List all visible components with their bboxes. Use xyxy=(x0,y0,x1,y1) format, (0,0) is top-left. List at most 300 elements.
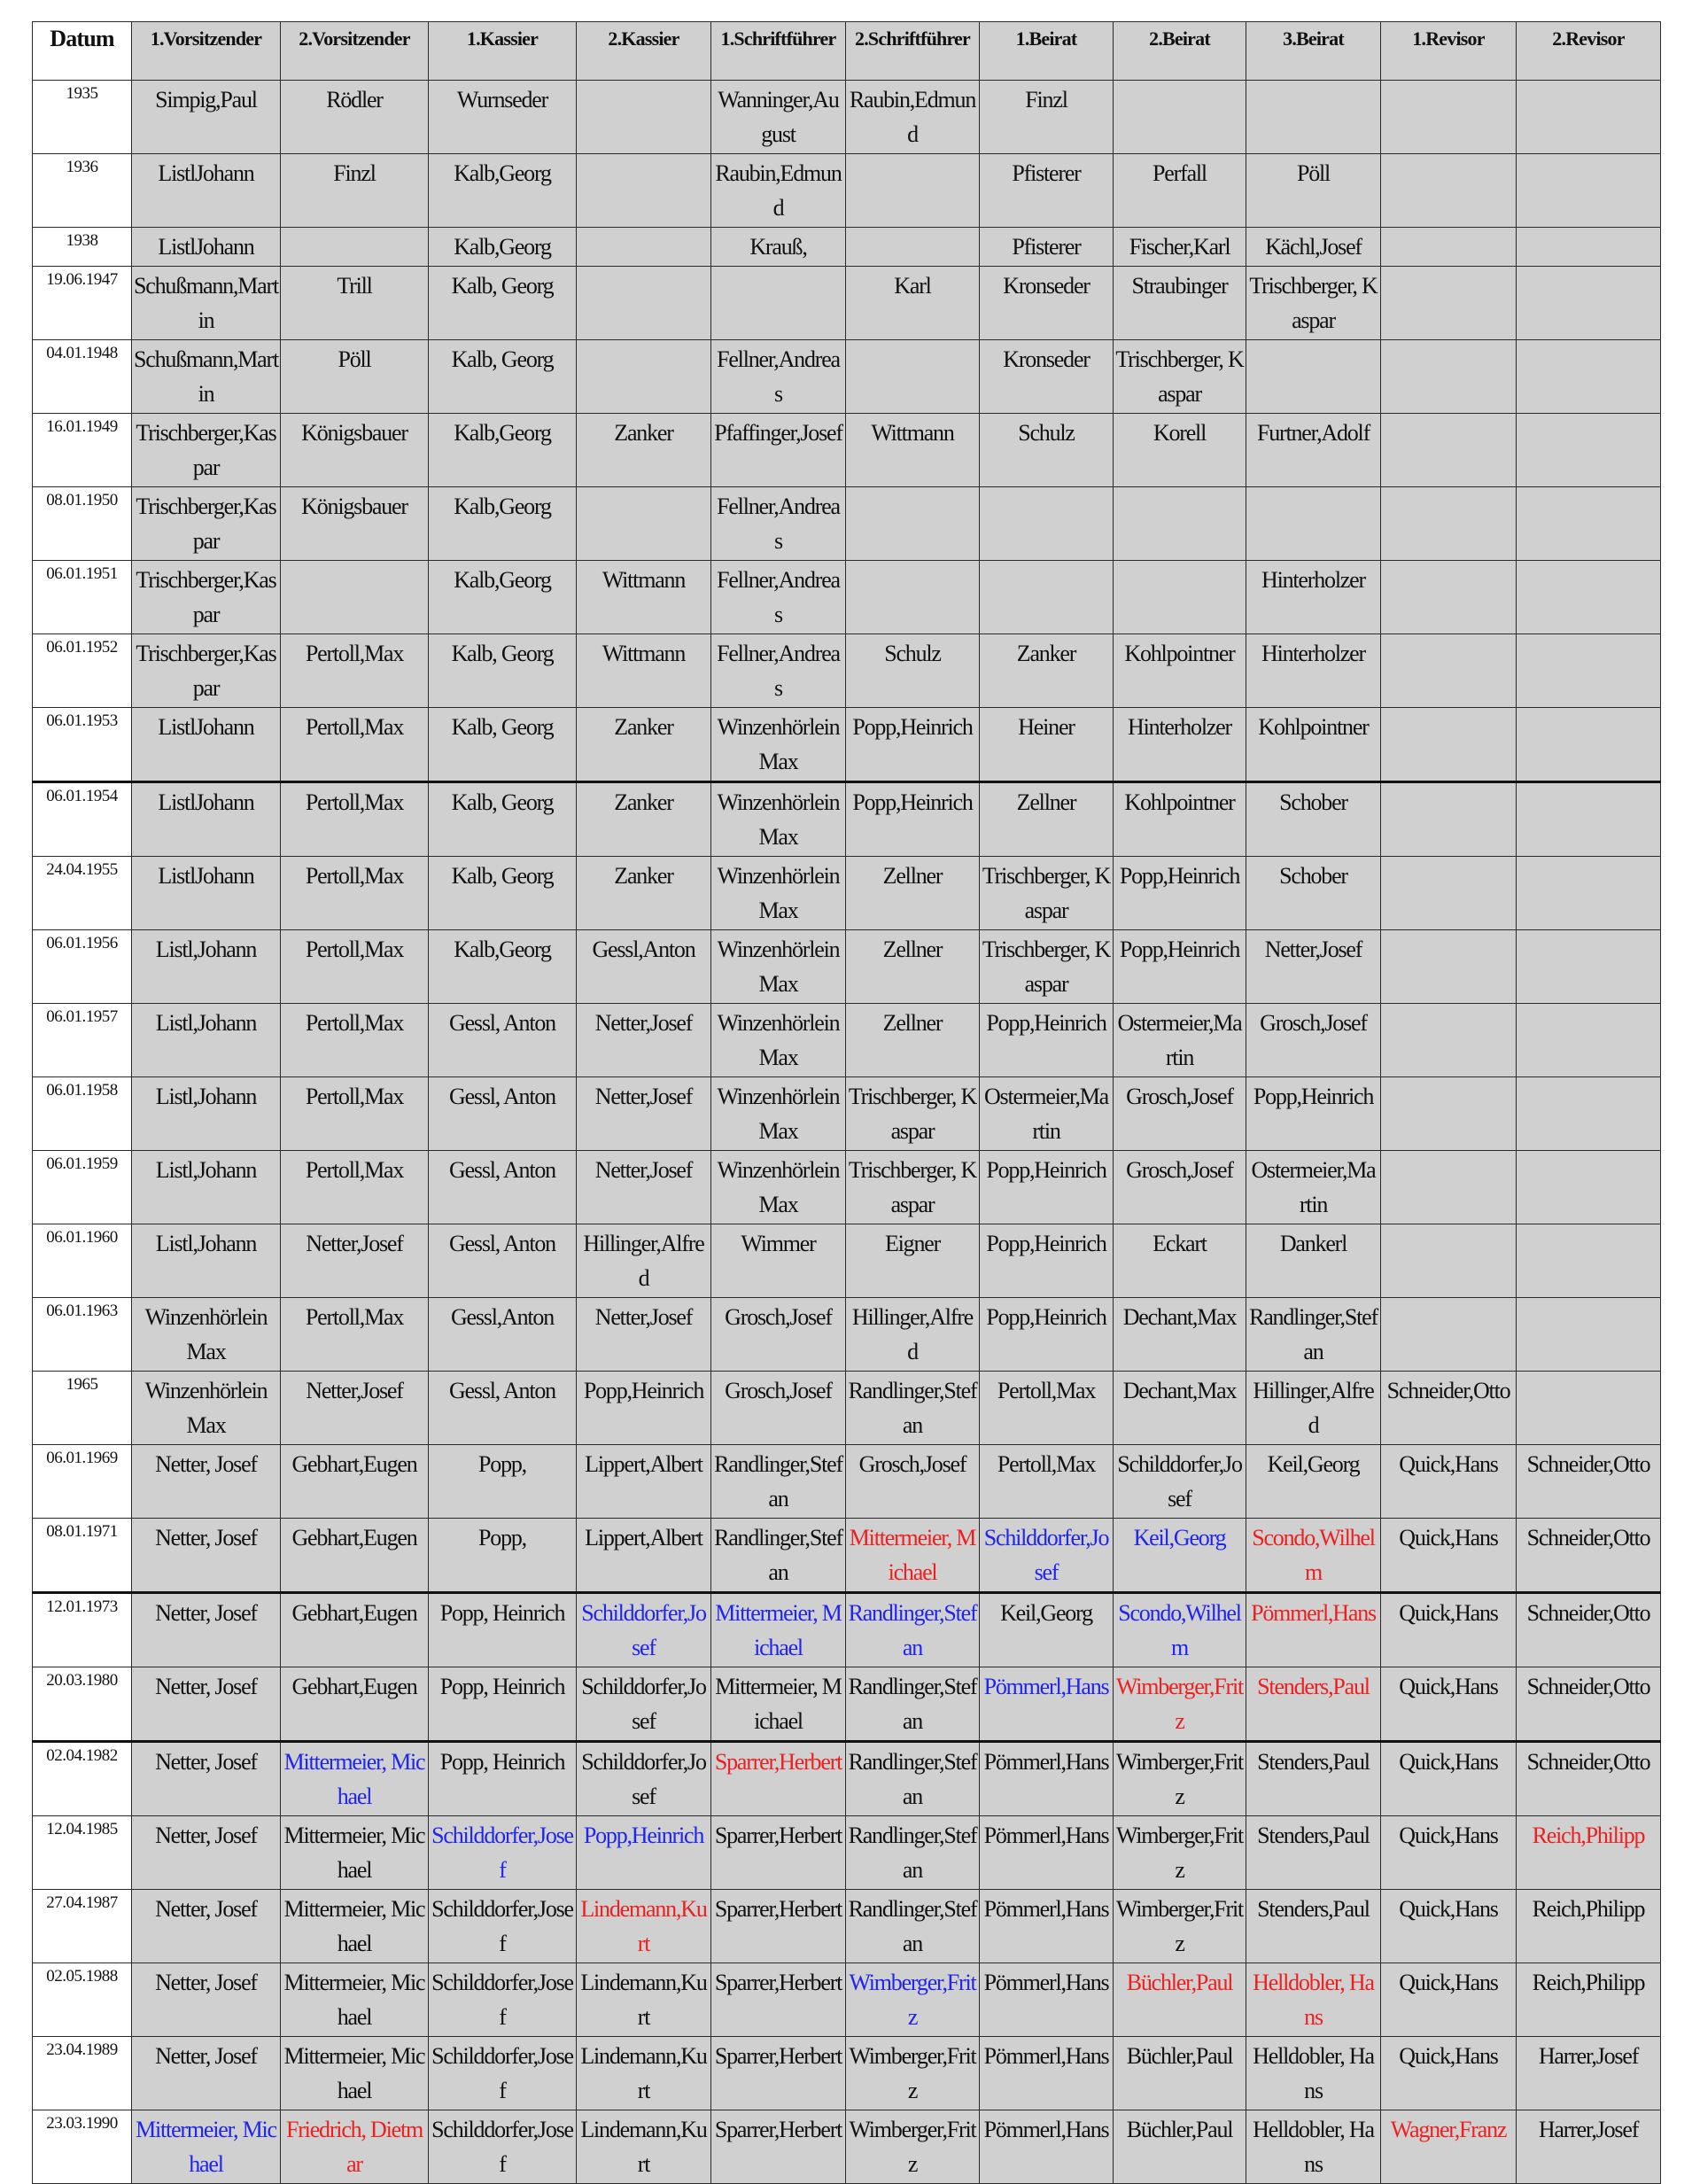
member-cell: Zanker xyxy=(980,634,1114,708)
member-cell xyxy=(1246,81,1381,154)
member-cell: Kalb, Georg xyxy=(429,782,577,857)
table-row xyxy=(33,1816,1661,1890)
member-cell: Quick,Hans xyxy=(1381,2037,1517,2110)
date-cell: 06.01.1963 xyxy=(33,1298,132,1372)
table-row xyxy=(33,340,1661,414)
table-row xyxy=(33,1593,1661,1667)
member-cell: Netter,Josef xyxy=(577,1151,711,1224)
member-cell: Randlinger,Stefan xyxy=(846,1890,980,1963)
member-cell: Winzenhörlein Max xyxy=(711,1151,846,1224)
member-cell xyxy=(1517,1077,1661,1151)
member-cell: Randlinger,Stefan xyxy=(711,1519,846,1593)
member-cell: Helldobler, Hans xyxy=(1246,2037,1381,2110)
member-cell: Stenders,Paul xyxy=(1246,1890,1381,1963)
member-cell xyxy=(1381,487,1517,561)
member-cell: Popp,Heinrich xyxy=(1114,930,1246,1004)
date-cell: 04.01.1948 xyxy=(33,340,132,414)
member-cell: Kohlpointner xyxy=(1114,782,1246,857)
member-cell: Schulz xyxy=(846,634,980,708)
member-cell: Trischberger,Kaspar xyxy=(132,634,281,708)
member-cell: Popp,Heinrich xyxy=(846,708,980,782)
member-cell: Mittermeier, Michael xyxy=(846,1519,980,1593)
date-cell: 24.04.1955 xyxy=(33,857,132,930)
member-cell: Grosch,Josef xyxy=(1114,1151,1246,1224)
table-row xyxy=(33,1445,1661,1519)
member-cell: Schußmann,Martin xyxy=(132,340,281,414)
member-cell: Trischberger,Kaspar xyxy=(132,561,281,634)
member-cell: Kohlpointner xyxy=(1246,708,1381,782)
member-cell: Pömmerl,Hans xyxy=(1246,1593,1381,1667)
member-cell xyxy=(1517,1151,1661,1224)
member-cell: Mittermeier, Michael xyxy=(132,2110,281,2184)
column-header: 2.Kassier xyxy=(577,22,711,81)
table-row xyxy=(33,857,1661,930)
member-cell xyxy=(1517,561,1661,634)
member-cell: Schilddorfer,Josef xyxy=(980,1519,1114,1593)
member-cell: Karl xyxy=(846,267,980,340)
column-header: 3.Beirat xyxy=(1246,22,1381,81)
member-cell: Harrer,Josef xyxy=(1517,2110,1661,2184)
member-cell: Kalb,Georg xyxy=(429,561,577,634)
member-cell: Pertoll,Max xyxy=(281,1298,429,1372)
member-cell: Trill xyxy=(281,267,429,340)
member-cell: Schneider,Otto xyxy=(1517,1667,1661,1742)
member-cell: Pertoll,Max xyxy=(281,857,429,930)
member-cell xyxy=(1517,154,1661,228)
member-cell: Quick,Hans xyxy=(1381,1963,1517,2037)
date-cell: 1965 xyxy=(33,1372,132,1445)
member-cell: Hinterholzer xyxy=(1246,634,1381,708)
member-cell: Furtner,Adolf xyxy=(1246,414,1381,487)
member-cell xyxy=(1246,487,1381,561)
member-cell xyxy=(1114,487,1246,561)
table-row xyxy=(33,782,1661,857)
member-cell: Listl,Johann xyxy=(132,1077,281,1151)
member-cell xyxy=(1381,154,1517,228)
member-cell xyxy=(1517,81,1661,154)
member-cell: Wanninger,August xyxy=(711,81,846,154)
member-cell: Netter, Josef xyxy=(132,1445,281,1519)
member-cell: Reich,Philipp xyxy=(1517,1963,1661,2037)
member-cell: Sparrer,Herbert xyxy=(711,1963,846,2037)
table-row xyxy=(33,1004,1661,1077)
table-row xyxy=(33,708,1661,782)
member-cell: Eigner xyxy=(846,1224,980,1298)
member-cell xyxy=(1381,414,1517,487)
member-cell: Quick,Hans xyxy=(1381,1667,1517,1742)
member-cell: Pertoll,Max xyxy=(281,782,429,857)
member-cell: Netter, Josef xyxy=(132,1593,281,1667)
member-cell xyxy=(1381,857,1517,930)
table-row xyxy=(33,634,1661,708)
member-cell xyxy=(1381,1151,1517,1224)
member-cell: Ostermeier,Martin xyxy=(980,1077,1114,1151)
member-cell: Pertoll,Max xyxy=(980,1372,1114,1445)
member-cell: Pertoll,Max xyxy=(281,1077,429,1151)
member-cell xyxy=(1517,930,1661,1004)
member-cell: Reich,Philipp xyxy=(1517,1890,1661,1963)
member-cell: Quick,Hans xyxy=(1381,1519,1517,1593)
member-cell xyxy=(846,228,980,267)
date-cell: 08.01.1971 xyxy=(33,1519,132,1593)
member-cell: Gessl, Anton xyxy=(429,1372,577,1445)
member-cell: Kalb, Georg xyxy=(429,267,577,340)
member-cell xyxy=(1381,267,1517,340)
member-cell: Keil,Georg xyxy=(1114,1519,1246,1593)
member-cell: Pertoll,Max xyxy=(281,1004,429,1077)
member-cell: Helldobler, Hans xyxy=(1246,1963,1381,2037)
date-cell: 12.04.1985 xyxy=(33,1816,132,1890)
member-cell: Trischberger, Kaspar xyxy=(980,857,1114,930)
member-cell xyxy=(846,340,980,414)
member-cell: Ostermeier,Martin xyxy=(1114,1004,1246,1077)
date-cell: 19.06.1947 xyxy=(33,267,132,340)
date-cell: 1936 xyxy=(33,154,132,228)
member-cell xyxy=(1381,1077,1517,1151)
member-cell: Zellner xyxy=(846,857,980,930)
table-row xyxy=(33,1667,1661,1742)
member-cell: Pömmerl,Hans xyxy=(980,1816,1114,1890)
member-cell xyxy=(1381,340,1517,414)
member-cell: Listl,Johann xyxy=(132,1004,281,1077)
member-cell xyxy=(711,267,846,340)
table-row xyxy=(33,1890,1661,1963)
table-row xyxy=(33,930,1661,1004)
member-cell: Kohlpointner xyxy=(1114,634,1246,708)
table-row xyxy=(33,1742,1661,1816)
member-cell: Trischberger, Kaspar xyxy=(980,930,1114,1004)
date-cell: 27.04.1987 xyxy=(33,1890,132,1963)
member-cell: Lindemann,Kurt xyxy=(577,2037,711,2110)
member-cell: Pertoll,Max xyxy=(281,634,429,708)
member-cell xyxy=(1114,81,1246,154)
member-cell: Rödler xyxy=(281,81,429,154)
member-cell: Popp,Heinrich xyxy=(577,1816,711,1890)
member-cell: Grosch,Josef xyxy=(1114,1077,1246,1151)
member-cell: Friedrich, Dietmar xyxy=(281,2110,429,2184)
date-cell: 06.01.1960 xyxy=(33,1224,132,1298)
member-cell: Fischer,Karl xyxy=(1114,228,1246,267)
member-cell: Schilddorfer,Josef xyxy=(429,1816,577,1890)
column-header: 1.Kassier xyxy=(429,22,577,81)
member-cell: Scondo,Wilhelm xyxy=(1246,1519,1381,1593)
member-cell: Mittermeier, Michael xyxy=(711,1593,846,1667)
member-cell xyxy=(577,81,711,154)
member-cell: Lindemann,Kurt xyxy=(577,2110,711,2184)
member-cell: Finzl xyxy=(281,154,429,228)
member-cell: Netter,Josef xyxy=(577,1004,711,1077)
member-cell: Randlinger,Stefan xyxy=(1246,1298,1381,1372)
table-row xyxy=(33,1224,1661,1298)
member-cell: Winzenhörlein Max xyxy=(711,708,846,782)
member-cell: Büchler,Paul xyxy=(1114,2037,1246,2110)
member-cell: Grosch,Josef xyxy=(846,1445,980,1519)
member-cell: Pertoll,Max xyxy=(281,930,429,1004)
date-cell: 1935 xyxy=(33,81,132,154)
column-header-date: Datum xyxy=(33,22,132,81)
table-row xyxy=(33,1519,1661,1593)
member-cell xyxy=(577,340,711,414)
member-cell: Raubin,Edmund xyxy=(711,154,846,228)
member-cell: Netter,Josef xyxy=(1246,930,1381,1004)
member-cell xyxy=(577,154,711,228)
table-row xyxy=(33,154,1661,228)
member-cell: Königsbauer xyxy=(281,487,429,561)
member-cell: Kächl,Josef xyxy=(1246,228,1381,267)
member-cell: Wimberger,Fritz xyxy=(846,1963,980,2037)
member-cell: Pömmerl,Hans xyxy=(980,2110,1114,2184)
member-cell: Randlinger,Stefan xyxy=(711,1445,846,1519)
member-cell: Helldobler, Hans xyxy=(1246,2110,1381,2184)
member-cell: ListlJohann xyxy=(132,782,281,857)
date-cell: 1938 xyxy=(33,228,132,267)
member-cell: Mittermeier, Michael xyxy=(281,1890,429,1963)
member-cell: Mittermeier, Michael xyxy=(281,1816,429,1890)
member-cell: Perfall xyxy=(1114,154,1246,228)
member-cell: Netter, Josef xyxy=(132,1816,281,1890)
column-header: 2.Revisor xyxy=(1517,22,1661,81)
date-cell: 06.01.1957 xyxy=(33,1004,132,1077)
date-cell: 06.01.1969 xyxy=(33,1445,132,1519)
member-cell: Stenders,Paul xyxy=(1246,1742,1381,1816)
member-cell: Schneider,Otto xyxy=(1517,1445,1661,1519)
member-cell: Gebhart,Eugen xyxy=(281,1519,429,1593)
member-cell: Popp, Heinrich xyxy=(429,1593,577,1667)
member-cell xyxy=(1246,340,1381,414)
member-cell: Kalb,Georg xyxy=(429,154,577,228)
member-cell: Wagner,Franz xyxy=(1381,2110,1517,2184)
member-cell: Popp,Heinrich xyxy=(980,1151,1114,1224)
member-cell: Dankerl xyxy=(1246,1224,1381,1298)
member-cell: Sparrer,Herbert xyxy=(711,2110,846,2184)
member-cell xyxy=(1517,782,1661,857)
member-cell: Hillinger,Alfred xyxy=(577,1224,711,1298)
member-cell: Zanker xyxy=(577,414,711,487)
table-row xyxy=(33,267,1661,340)
member-cell: Listl,Johann xyxy=(132,1151,281,1224)
member-cell: Popp, xyxy=(429,1445,577,1519)
member-cell xyxy=(1517,708,1661,782)
member-cell: Listl,Johann xyxy=(132,930,281,1004)
member-cell: Netter,Josef xyxy=(281,1224,429,1298)
member-cell: Gessl, Anton xyxy=(429,1224,577,1298)
member-cell xyxy=(1114,561,1246,634)
member-cell: Schulz xyxy=(980,414,1114,487)
member-cell: Pertoll,Max xyxy=(281,708,429,782)
member-cell xyxy=(1517,487,1661,561)
member-cell xyxy=(1517,634,1661,708)
date-cell: 06.01.1952 xyxy=(33,634,132,708)
member-cell: Popp,Heinrich xyxy=(846,782,980,857)
member-cell: Wittmann xyxy=(846,414,980,487)
member-cell xyxy=(980,487,1114,561)
member-cell: Grosch,Josef xyxy=(711,1372,846,1445)
member-cell: Pertoll,Max xyxy=(281,1151,429,1224)
column-header: 1.Schriftführer xyxy=(711,22,846,81)
member-cell: Gebhart,Eugen xyxy=(281,1445,429,1519)
member-cell: Keil,Georg xyxy=(1246,1445,1381,1519)
member-cell: Popp, Heinrich xyxy=(429,1742,577,1816)
member-cell xyxy=(1381,1298,1517,1372)
member-cell: Schneider,Otto xyxy=(1517,1593,1661,1667)
member-cell xyxy=(577,228,711,267)
member-cell: Zanker xyxy=(577,857,711,930)
member-cell: Kalb,Georg xyxy=(429,414,577,487)
member-cell xyxy=(1517,414,1661,487)
table-row xyxy=(33,1077,1661,1151)
member-cell: Pömmerl,Hans xyxy=(980,1667,1114,1742)
member-cell: Kronseder xyxy=(980,267,1114,340)
member-cell: Krauß, xyxy=(711,228,846,267)
member-cell: Mittermeier, Michael xyxy=(281,1742,429,1816)
member-cell: Raubin,Edmund xyxy=(846,81,980,154)
member-cell: Schneider,Otto xyxy=(1381,1372,1517,1445)
member-cell: Mittermeier, Michael xyxy=(281,2037,429,2110)
member-cell xyxy=(1381,561,1517,634)
member-cell: Zellner xyxy=(846,1004,980,1077)
member-cell: Netter, Josef xyxy=(132,2037,281,2110)
table-row xyxy=(33,414,1661,487)
member-cell: Wimberger,Fritz xyxy=(846,2037,980,2110)
member-cell: Zanker xyxy=(577,708,711,782)
member-cell: Popp, Heinrich xyxy=(429,1667,577,1742)
date-cell: 06.01.1954 xyxy=(33,782,132,857)
date-cell: 06.01.1953 xyxy=(33,708,132,782)
member-cell: Büchler,Paul xyxy=(1114,2110,1246,2184)
member-cell: ListlJohann xyxy=(132,228,281,267)
member-cell: Trischberger,Kaspar xyxy=(132,487,281,561)
member-cell: Schilddorfer,Josef xyxy=(1114,1445,1246,1519)
member-cell: Hillinger,Alfred xyxy=(846,1298,980,1372)
member-cell: Netter,Josef xyxy=(577,1298,711,1372)
member-cell: Schußmann,Martin xyxy=(132,267,281,340)
member-cell: Lippert,Albert xyxy=(577,1445,711,1519)
member-cell: Trischberger, Kaspar xyxy=(846,1077,980,1151)
table-row xyxy=(33,561,1661,634)
member-cell: Popp,Heinrich xyxy=(980,1224,1114,1298)
member-cell: Trischberger, Kaspar xyxy=(846,1151,980,1224)
member-cell: Kronseder xyxy=(980,340,1114,414)
member-cell: Wurnseder xyxy=(429,81,577,154)
member-cell xyxy=(577,267,711,340)
member-cell: Pömmerl,Hans xyxy=(980,2037,1114,2110)
member-cell xyxy=(281,561,429,634)
member-cell: Kalb, Georg xyxy=(429,708,577,782)
member-cell: Winzenhörlein Max xyxy=(711,930,846,1004)
member-cell xyxy=(1517,267,1661,340)
member-cell: Mittermeier, Michael xyxy=(281,1963,429,2037)
member-cell xyxy=(1381,1004,1517,1077)
date-cell: 12.01.1973 xyxy=(33,1593,132,1667)
column-header: 1.Vorsitzender xyxy=(132,22,281,81)
member-cell: Harrer,Josef xyxy=(1517,2037,1661,2110)
member-cell: Popp,Heinrich xyxy=(1246,1077,1381,1151)
member-cell xyxy=(846,561,980,634)
member-cell: Pfisterer xyxy=(980,228,1114,267)
member-cell: Popp,Heinrich xyxy=(577,1372,711,1445)
member-cell: Kalb, Georg xyxy=(429,340,577,414)
member-cell: Pömmerl,Hans xyxy=(980,1890,1114,1963)
member-cell xyxy=(1517,1372,1661,1445)
member-cell: Popp,Heinrich xyxy=(980,1004,1114,1077)
member-cell: Zellner xyxy=(846,930,980,1004)
member-cell xyxy=(1381,1224,1517,1298)
member-cell: Quick,Hans xyxy=(1381,1445,1517,1519)
member-cell: Hinterholzer xyxy=(1246,561,1381,634)
date-cell: 16.01.1949 xyxy=(33,414,132,487)
member-cell: Wimberger,Fritz xyxy=(1114,1742,1246,1816)
member-cell: Gebhart,Eugen xyxy=(281,1593,429,1667)
member-cell: Popp, xyxy=(429,1519,577,1593)
member-cell: Wimberger,Fritz xyxy=(1114,1890,1246,1963)
member-cell: Fellner,Andreas xyxy=(711,634,846,708)
member-cell: Netter, Josef xyxy=(132,1742,281,1816)
date-cell: 23.04.1989 xyxy=(33,2037,132,2110)
date-cell: 08.01.1950 xyxy=(33,487,132,561)
member-cell: Trischberger, Kaspar xyxy=(1246,267,1381,340)
member-cell: Listl,Johann xyxy=(132,1224,281,1298)
date-cell: 23.03.1990 xyxy=(33,2110,132,2184)
member-cell: Sparrer,Herbert xyxy=(711,1742,846,1816)
column-header: 2.Schriftführer xyxy=(846,22,980,81)
column-header: 1.Revisor xyxy=(1381,22,1517,81)
member-cell xyxy=(1517,1004,1661,1077)
member-cell: Kalb,Georg xyxy=(429,930,577,1004)
member-cell xyxy=(980,561,1114,634)
member-cell: Schilddorfer,Josef xyxy=(429,1890,577,1963)
member-cell: Fellner,Andreas xyxy=(711,561,846,634)
member-cell: Wittmann xyxy=(577,634,711,708)
column-header: 2.Vorsitzender xyxy=(281,22,429,81)
member-cell: Randlinger,Stefan xyxy=(846,1372,980,1445)
member-cell: Kalb, Georg xyxy=(429,857,577,930)
member-cell: Trischberger,Kaspar xyxy=(132,414,281,487)
member-cell: Gessl, Anton xyxy=(429,1004,577,1077)
table-row xyxy=(33,81,1661,154)
member-cell xyxy=(1517,1298,1661,1372)
member-cell: Lindemann,Kurt xyxy=(577,1963,711,2037)
member-cell: Gessl,Anton xyxy=(429,1298,577,1372)
member-cell: Zellner xyxy=(980,782,1114,857)
member-cell: Hillinger,Alfred xyxy=(1246,1372,1381,1445)
table-row xyxy=(33,2037,1661,2110)
member-cell: Pömmerl,Hans xyxy=(980,1742,1114,1816)
table-body xyxy=(33,81,1661,2184)
member-cell: Pömmerl,Hans xyxy=(980,1963,1114,2037)
member-cell: ListlJohann xyxy=(132,708,281,782)
member-cell: Schilddorfer,Josef xyxy=(577,1593,711,1667)
member-cell: Wimberger,Fritz xyxy=(846,2110,980,2184)
member-cell: Pöll xyxy=(281,340,429,414)
member-cell: Lippert,Albert xyxy=(577,1519,711,1593)
member-cell: ListlJohann xyxy=(132,857,281,930)
member-cell: Kalb,Georg xyxy=(429,228,577,267)
member-cell: Pertoll,Max xyxy=(980,1445,1114,1519)
member-cell: Netter, Josef xyxy=(132,1667,281,1742)
column-header: 1.Beirat xyxy=(980,22,1114,81)
member-cell: Randlinger,Stefan xyxy=(846,1667,980,1742)
member-cell: Randlinger,Stefan xyxy=(846,1593,980,1667)
member-cell: Netter, Josef xyxy=(132,1890,281,1963)
member-cell: Pfisterer xyxy=(980,154,1114,228)
member-cell: Quick,Hans xyxy=(1381,1593,1517,1667)
member-cell: Schilddorfer,Josef xyxy=(429,2037,577,2110)
member-cell xyxy=(281,228,429,267)
member-cell: Wimberger,Fritz xyxy=(1114,1667,1246,1742)
member-cell: Keil,Georg xyxy=(980,1593,1114,1667)
member-cell xyxy=(1517,1224,1661,1298)
date-cell: 02.05.1988 xyxy=(33,1963,132,2037)
